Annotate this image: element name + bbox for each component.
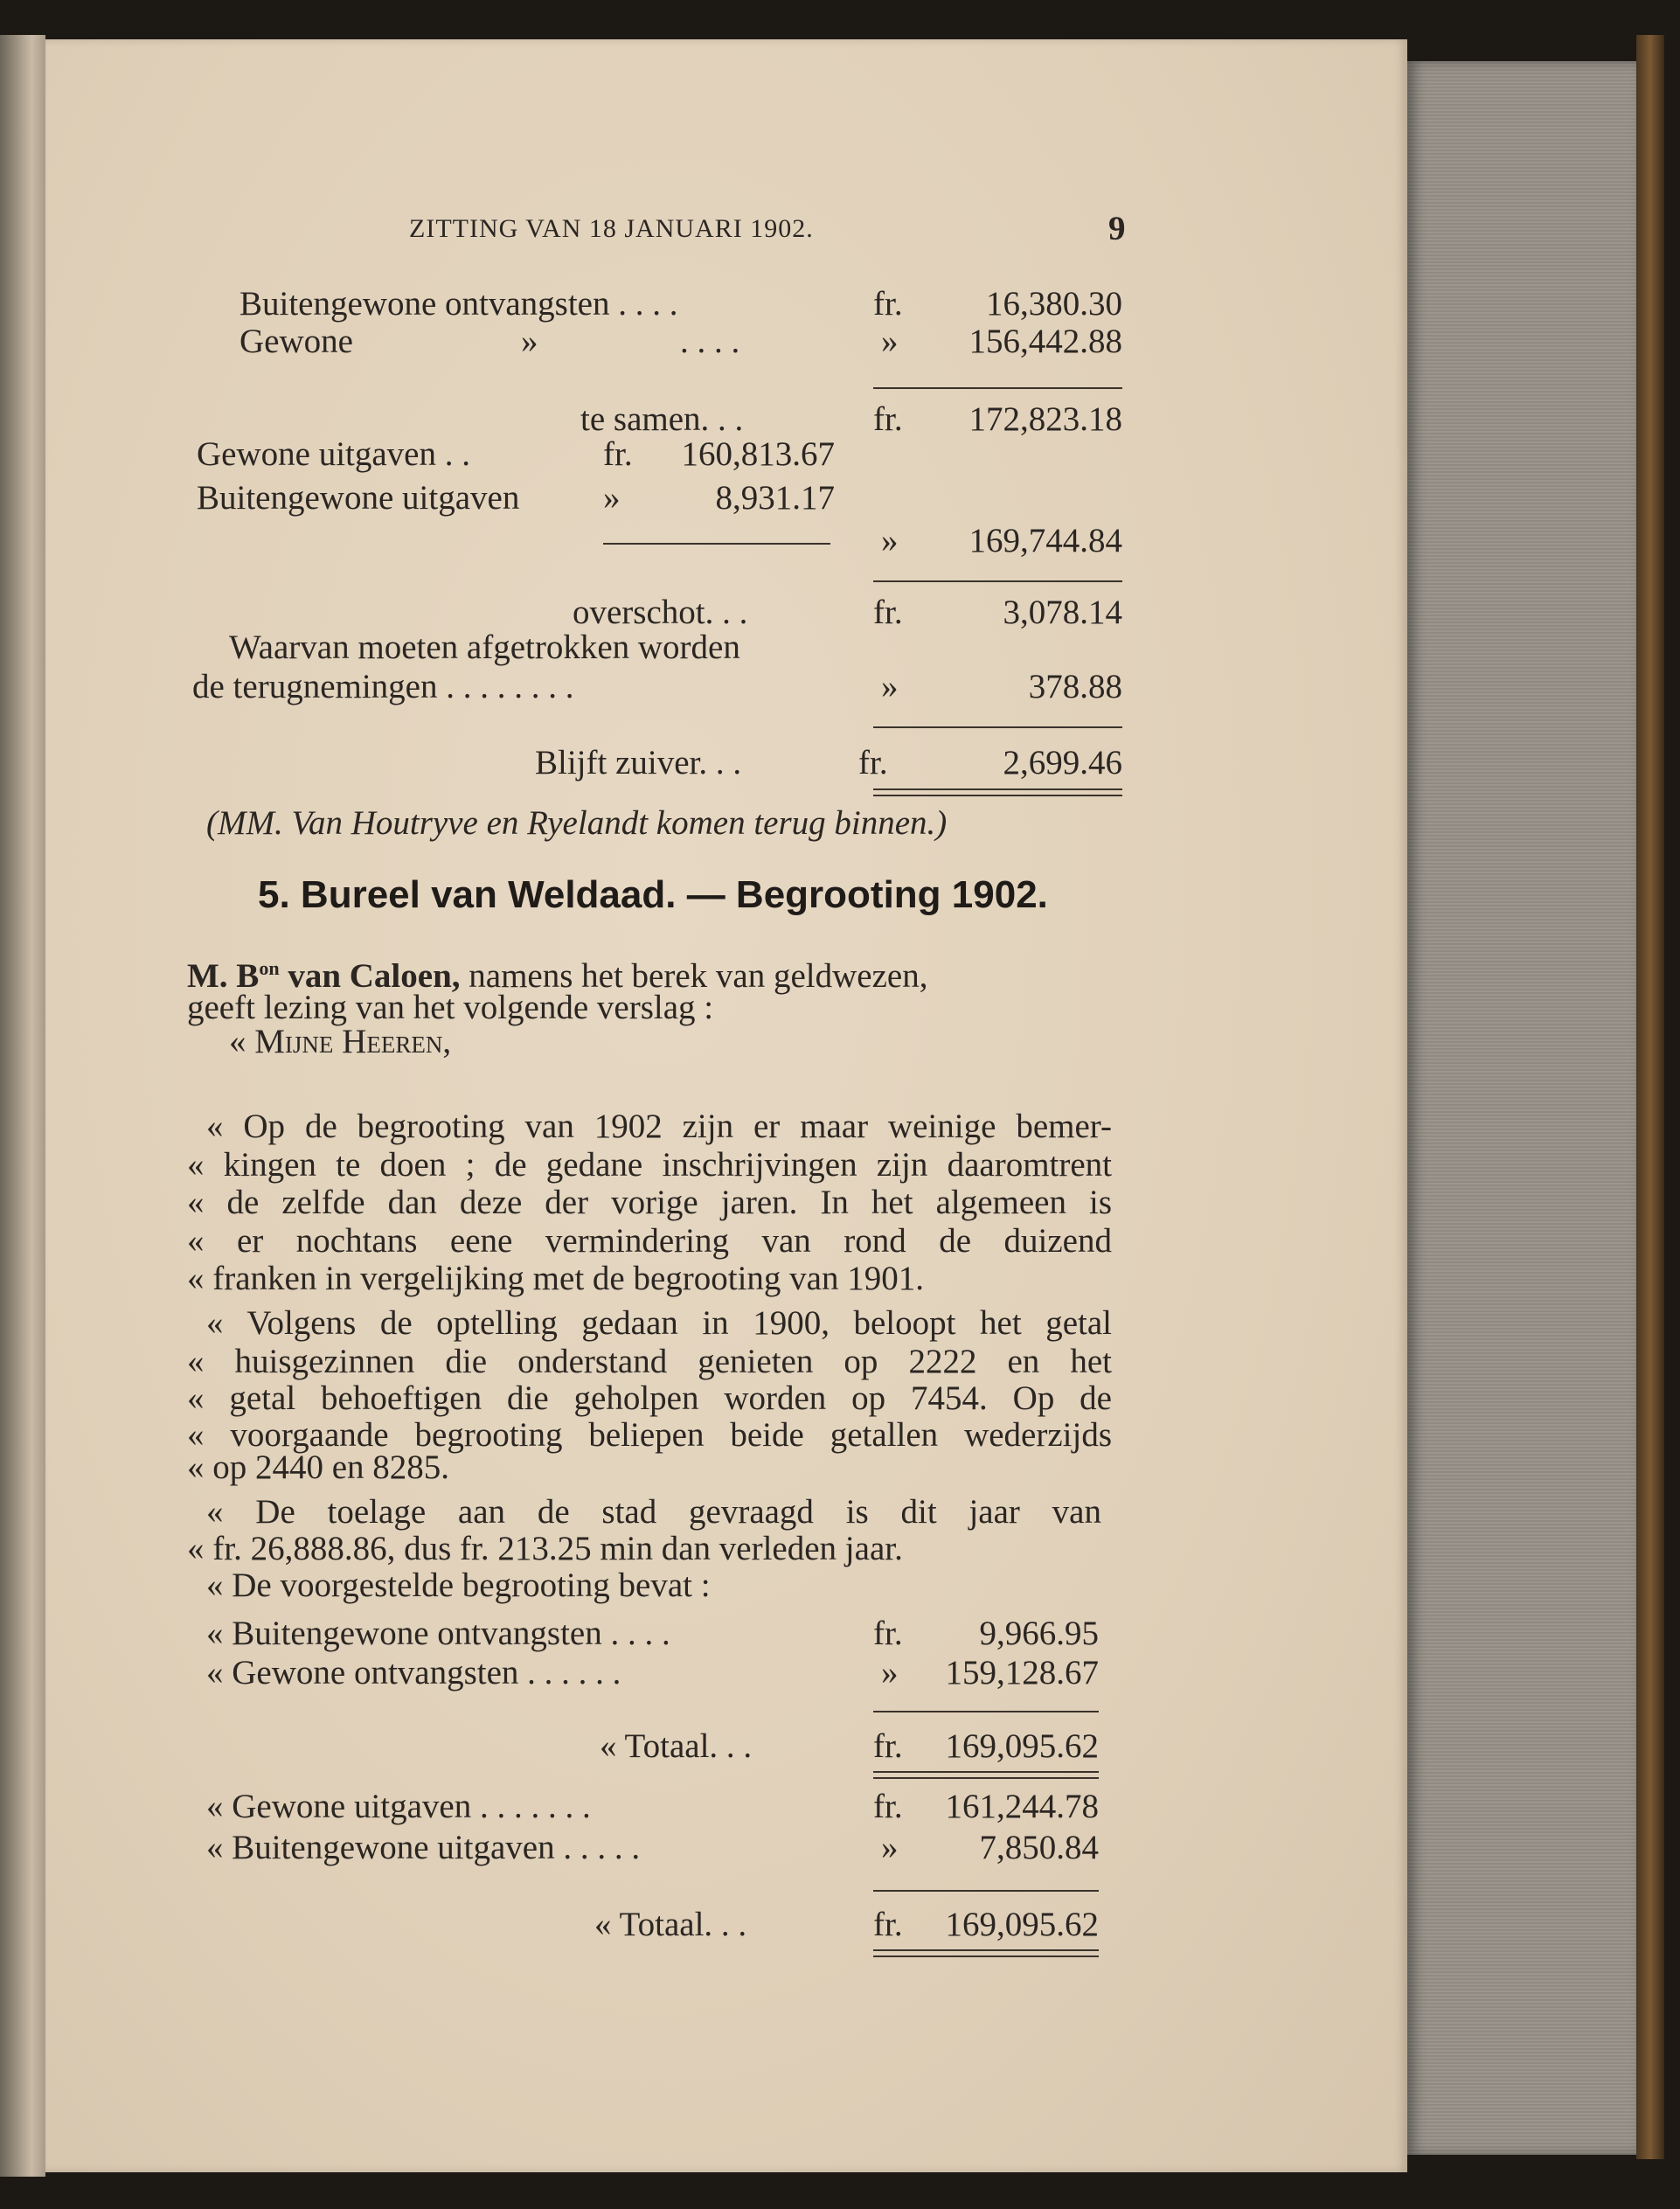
summary-currency: fr. <box>873 285 903 323</box>
summary-label: overschot. . . <box>573 594 748 631</box>
sum-rule <box>873 726 1122 728</box>
budget-label: « Gewone ontvangsten . . . . . . <box>206 1654 621 1691</box>
paragraph-line: « de zelfde dan deze der vorige jaren. In het algemeen is <box>187 1184 1112 1221</box>
paragraph-line: « De voorgestelde begrooting bevat : <box>206 1566 711 1604</box>
budget-amount: 159,128.67 <box>945 1654 1099 1691</box>
budget-amount: 169,095.62 <box>945 1906 1099 1943</box>
note: (MM. Van Houtryve en Ryelandt komen terug binnen.) <box>206 804 948 842</box>
budget-label: « Totaal. . . <box>594 1906 747 1943</box>
summary-label: de terugnemingen . . . . . . . . <box>192 668 574 705</box>
summary-amount: 2,699.46 <box>1003 744 1122 781</box>
speaker-name: M. B <box>187 957 260 995</box>
paragraph-line: « er nochtans eene vermindering van rond de duizend <box>187 1222 1112 1260</box>
summary-amount: 378.88 <box>1028 668 1122 705</box>
budget-currency: » <box>881 1829 899 1866</box>
total-double-rule <box>873 1949 1099 1957</box>
speaker-name-rest: van Caloen, <box>279 957 461 995</box>
paragraph-line: « op 2440 en 8285. <box>187 1448 450 1486</box>
section-heading: 5. Bureel van Weldaad. — Begrooting 1902. <box>258 873 1048 916</box>
sum-rule <box>873 580 1122 582</box>
sum-rule <box>873 1890 1099 1892</box>
summary-currency: » <box>881 522 899 559</box>
leader-dots: . . . . <box>680 323 740 360</box>
budget-label: « Gewone uitgaven . . . . . . . <box>206 1788 591 1825</box>
summary-amount: 8,931.17 <box>715 479 835 517</box>
paragraph-line: « getal behoeftigen die geholpen worden op 7454. Op de <box>187 1379 1112 1417</box>
budget-currency: fr. <box>873 1788 903 1825</box>
summary-currency: fr. <box>858 744 888 781</box>
summary-amount: 160,813.67 <box>681 435 835 473</box>
total-double-rule <box>873 1771 1099 1779</box>
summary-amount: 156,442.88 <box>968 323 1122 360</box>
intro-text: namens het berek van geldwezen, <box>460 957 928 995</box>
summary-amount: 172,823.18 <box>968 400 1122 438</box>
paragraph-line: « De toelage aan de stad gevraagd is dit jaar van <box>206 1493 1101 1531</box>
summary-currency: » <box>603 479 621 517</box>
summary-currency: fr. <box>873 400 903 438</box>
paragraph-line: « franken in vergelijking met de begrooting van 1901. <box>187 1260 924 1297</box>
paragraph-line: « Op de begrooting van 1902 zijn er maar weinige bemer- <box>206 1108 1112 1145</box>
book-fore-edge <box>1407 61 1636 2155</box>
summary-label: te samen. . . <box>580 400 744 438</box>
intro-line: geeft lezing van het volgende verslag : <box>187 989 714 1026</box>
summary-label: Buitengewone uitgaven <box>197 479 520 517</box>
paragraph-line: « fr. 26,888.86, dus fr. 213.25 min dan verleden jaar. <box>187 1530 903 1567</box>
budget-label: « Buitengewone uitgaven . . . . . <box>206 1829 641 1866</box>
summary-amount: 3,078.14 <box>1003 594 1122 631</box>
total-double-rule <box>873 788 1122 796</box>
salutation: « Mijne Heeren, <box>229 1023 452 1060</box>
sum-rule <box>873 1711 1099 1712</box>
summary-amount: 16,380.30 <box>986 285 1122 323</box>
paragraph-line: « voorgaande begrooting beliepen beide getallen wederzijds <box>187 1416 1112 1454</box>
budget-amount: 161,244.78 <box>945 1788 1099 1825</box>
budget-currency: fr. <box>873 1906 903 1943</box>
summary-label: Blijft zuiver. . . <box>535 744 742 781</box>
page-number: 9 <box>1108 210 1126 247</box>
running-header: ZITTING VAN 18 JANUARI 1902. <box>409 214 814 243</box>
budget-label: « Totaal. . . <box>600 1727 753 1765</box>
budget-amount: 7,850.84 <box>979 1829 1099 1866</box>
facing-page-edge <box>0 35 45 2177</box>
summary-label: Buitengewone ontvangsten . . . . <box>240 285 678 323</box>
summary-currency: fr. <box>873 594 903 631</box>
budget-amount: 9,966.95 <box>979 1615 1099 1652</box>
speaker-title-sup: on <box>259 957 280 979</box>
summary-currency: fr. <box>603 435 633 473</box>
sum-rule <box>603 543 830 545</box>
ditto-mark: » <box>521 323 538 360</box>
summary-label: Waarvan moeten afgetrokken worden <box>229 629 740 666</box>
paragraph-line: « Volgens de optelling gedaan in 1900, beloopt het getal <box>206 1304 1112 1342</box>
summary-currency: » <box>881 668 899 705</box>
budget-amount: 169,095.62 <box>945 1727 1099 1765</box>
budget-label: « Buitengewone ontvangsten . . . . <box>206 1615 670 1652</box>
budget-currency: fr. <box>873 1727 903 1765</box>
summary-label: Gewone uitgaven . . <box>197 435 470 473</box>
book-cover-edge <box>1636 35 1664 2159</box>
summary-currency: » <box>881 323 899 360</box>
budget-currency: fr. <box>873 1615 903 1652</box>
summary-amount: 169,744.84 <box>968 522 1122 559</box>
budget-currency: » <box>881 1654 899 1691</box>
sum-rule <box>873 387 1122 389</box>
summary-label: Gewone <box>240 323 353 360</box>
paragraph-line: « huisgezinnen die onderstand genieten op 2222 en het <box>187 1343 1112 1380</box>
paragraph-line: « kingen te doen ; de gedane inschrijvingen zijn daaromtrent <box>187 1146 1112 1184</box>
